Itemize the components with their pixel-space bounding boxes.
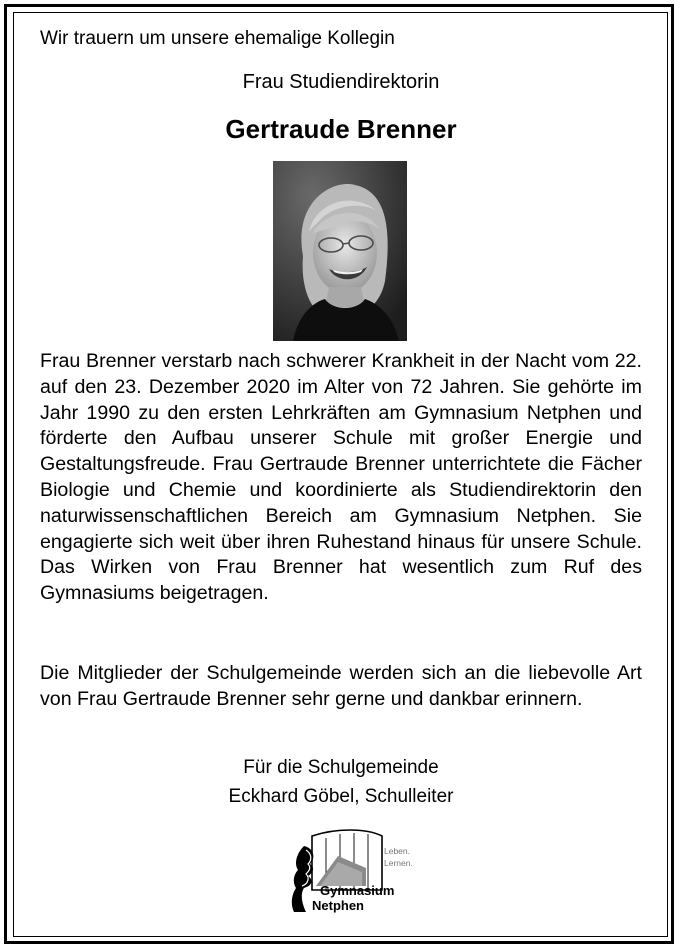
portrait-illustration <box>273 161 407 341</box>
signoff-principal: Eckhard Göbel, Schulleiter <box>228 786 454 807</box>
paragraph-remembrance: Die Mitglieder der Schulgemeinde werden sich an die liebevolle Art von Frau Gertraude Brenner sehr gerne und dankbar erinnern. <box>40 662 642 710</box>
logo-slogan-lernen: Lernen. <box>384 858 413 868</box>
paragraph-obituary: Frau Brenner verstarb nach schwerer Krankheit in der Nacht vom 22. auf den 23. Dezember 2020 im Alter von 72 Jahren. Sie gehörte im Jahr 1990 zu den ersten Lehrkräften am Gymnasium Netphen und förderte den Aufbau unserer Schule mit großer Energie und Gestaltungsfreude. Frau Gertraude Brenner unterrichtete die Fächer Biologie und Chemie und koordinierte als Studiendirektorin den naturwissenschaftlichen Bereich am Gymnasium Netphen. Sie engagierte sich weit über ihren Ruhestand hinaus für unsere Schule. Das Wirken von Frau Brenner hat wesentlich zum Ruf des Gymnasiums beigetragen. <box>40 350 642 605</box>
signoff-community: Für die Schulgemeinde <box>243 757 439 778</box>
logo-name-gymnasium: Gymnasium <box>320 883 395 898</box>
logo-slogan-leben: Leben. <box>384 846 410 856</box>
logo-name-netphen: Netphen <box>312 898 364 913</box>
intro-line: Wir trauern um unsere ehemalige Kollegin <box>40 28 395 49</box>
school-logo-graphic <box>286 824 422 916</box>
rank-title: Frau Studiendirektorin <box>242 71 440 93</box>
school-logo <box>286 824 422 916</box>
portrait-photo <box>273 161 407 341</box>
deceased-name: Gertraude Brenner <box>225 114 457 144</box>
